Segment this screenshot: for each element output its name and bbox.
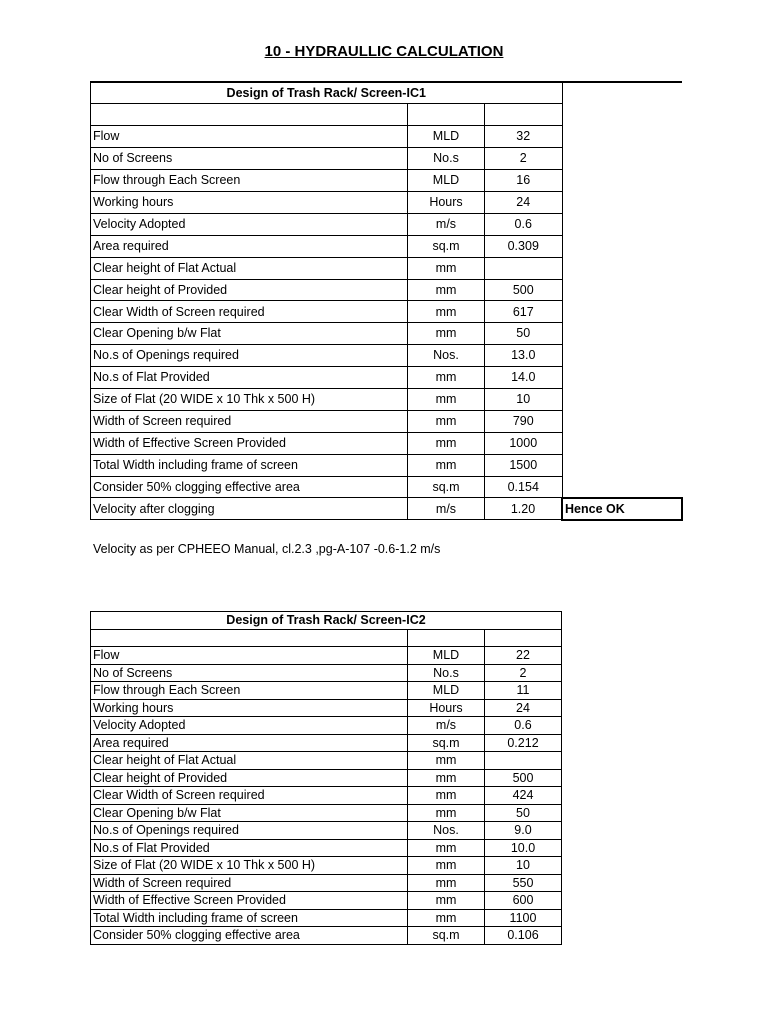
- parameter-cell: Flow: [91, 647, 408, 665]
- trash-rack-table-ic2: [90, 611, 562, 945]
- table-header: Design of Trash Rack/ Screen-IC1: [91, 82, 563, 104]
- table-row: [91, 454, 683, 476]
- unit-cell: mm: [408, 892, 485, 910]
- value-cell: 32: [485, 126, 563, 148]
- unit-cell: mm: [408, 454, 485, 476]
- parameter-cell: Working hours: [91, 699, 408, 717]
- unit-cell: mm: [408, 769, 485, 787]
- parameter-cell: Clear Opening b/w Flat: [91, 804, 408, 822]
- unit-cell: mm: [408, 432, 485, 454]
- value-cell: 1500: [485, 454, 563, 476]
- value-cell: 0.106: [485, 927, 562, 945]
- unit-cell: MLD: [408, 682, 485, 700]
- value-cell: 24: [485, 699, 562, 717]
- parameter-cell: Total Width including frame of screen: [91, 454, 408, 476]
- value-cell: 11: [485, 682, 562, 700]
- parameter-cell: Size of Flat (20 WIDE x 10 Thk x 500 H): [91, 388, 408, 410]
- unit-cell: sq.m: [408, 476, 485, 498]
- parameter-cell: No.s of Flat Provided: [91, 367, 408, 389]
- value-cell: 500: [485, 769, 562, 787]
- status-note-cell: Hence OK: [562, 498, 682, 520]
- unit-cell: sq.m: [408, 927, 485, 945]
- table-row: [91, 664, 562, 682]
- parameter-cell: Area required: [91, 235, 408, 257]
- unit-cell: No.s: [408, 148, 485, 170]
- unit-cell: mm: [408, 804, 485, 822]
- table-blank-row: [91, 629, 562, 647]
- value-cell: 10: [485, 857, 562, 875]
- parameter-cell: No.s of Openings required: [91, 345, 408, 367]
- parameter-cell: No.s of Flat Provided: [91, 839, 408, 857]
- table-row: [91, 257, 683, 279]
- unit-cell: mm: [408, 301, 485, 323]
- value-cell: 0.309: [485, 235, 563, 257]
- unit-cell: mm: [408, 787, 485, 805]
- value-cell: [485, 257, 563, 279]
- value-cell: 617: [485, 301, 563, 323]
- value-cell: 16: [485, 170, 563, 192]
- value-cell: 424: [485, 787, 562, 805]
- parameter-cell: Consider 50% clogging effective area: [91, 927, 408, 945]
- table-header-row: [91, 82, 683, 104]
- parameter-cell: Size of Flat (20 WIDE x 10 Thk x 500 H): [91, 857, 408, 875]
- unit-cell: mm: [408, 388, 485, 410]
- table-row: [91, 279, 683, 301]
- parameter-cell: Consider 50% clogging effective area: [91, 476, 408, 498]
- parameter-cell: Velocity Adopted: [91, 213, 408, 235]
- parameter-cell: Clear height of Flat Actual: [91, 752, 408, 770]
- parameter-cell: Velocity Adopted: [91, 717, 408, 735]
- unit-cell: sq.m: [408, 734, 485, 752]
- unit-cell: Nos.: [408, 822, 485, 840]
- value-cell: 10: [485, 388, 563, 410]
- table-row: [91, 323, 683, 345]
- value-cell: 22: [485, 647, 562, 665]
- value-cell: 500: [485, 279, 563, 301]
- table-row: [91, 213, 683, 235]
- table-row: [91, 699, 562, 717]
- value-cell: 50: [485, 323, 563, 345]
- parameter-cell: Width of Screen required: [91, 410, 408, 432]
- table-row: [91, 927, 562, 945]
- table-row: [91, 345, 683, 367]
- value-cell: 9.0: [485, 822, 562, 840]
- unit-cell: mm: [408, 323, 485, 345]
- parameter-cell: Clear Opening b/w Flat: [91, 323, 408, 345]
- table-row: [91, 235, 683, 257]
- unit-cell: mm: [408, 257, 485, 279]
- value-cell: 2: [485, 148, 563, 170]
- unit-cell: m/s: [408, 498, 485, 520]
- table-row: [91, 367, 683, 389]
- parameter-cell: Width of Effective Screen Provided: [91, 892, 408, 910]
- parameter-cell: Velocity after clogging: [91, 498, 408, 520]
- table-row: [91, 476, 683, 498]
- unit-cell: MLD: [408, 126, 485, 148]
- value-cell: 790: [485, 410, 563, 432]
- parameter-cell: Clear height of Provided: [91, 279, 408, 301]
- value-cell: 1000: [485, 432, 563, 454]
- unit-cell: mm: [408, 909, 485, 927]
- unit-cell: mm: [408, 857, 485, 875]
- unit-cell: No.s: [408, 664, 485, 682]
- value-cell: 1.20: [485, 498, 563, 520]
- unit-cell: m/s: [408, 213, 485, 235]
- table-row: [91, 717, 562, 735]
- table-header: Design of Trash Rack/ Screen-IC2: [91, 612, 562, 630]
- table-row: [91, 682, 562, 700]
- value-cell: 0.212: [485, 734, 562, 752]
- value-cell: 50: [485, 804, 562, 822]
- value-cell: 550: [485, 874, 562, 892]
- table-row: [91, 126, 683, 148]
- unit-cell: Hours: [408, 191, 485, 213]
- unit-cell: mm: [408, 874, 485, 892]
- table-row: [91, 432, 683, 454]
- parameter-cell: Flow through Each Screen: [91, 170, 408, 192]
- parameter-cell: Clear height of Provided: [91, 769, 408, 787]
- value-cell: 1100: [485, 909, 562, 927]
- value-cell: 10.0: [485, 839, 562, 857]
- parameter-cell: No.s of Openings required: [91, 822, 408, 840]
- value-cell: 0.6: [485, 717, 562, 735]
- table-row: [91, 148, 683, 170]
- unit-cell: Nos.: [408, 345, 485, 367]
- unit-cell: Hours: [408, 699, 485, 717]
- unit-cell: mm: [408, 410, 485, 432]
- parameter-cell: Area required: [91, 734, 408, 752]
- parameter-cell: Clear Width of Screen required: [91, 301, 408, 323]
- parameter-cell: Clear Width of Screen required: [91, 787, 408, 805]
- value-cell: 0.154: [485, 476, 563, 498]
- value-cell: 600: [485, 892, 562, 910]
- table-row: [91, 892, 562, 910]
- table-row: [91, 857, 562, 875]
- table-row: [91, 191, 683, 213]
- table-row: [91, 769, 562, 787]
- table-row: [91, 170, 683, 192]
- value-cell: 13.0: [485, 345, 563, 367]
- table-row: [91, 874, 562, 892]
- document-title: 10 - HYDRAULLIC CALCULATION: [264, 43, 504, 60]
- unit-cell: mm: [408, 752, 485, 770]
- table-row: [91, 909, 562, 927]
- table-row: [91, 804, 562, 822]
- table-row: [91, 410, 683, 432]
- value-cell: [485, 752, 562, 770]
- table-row: [91, 647, 562, 665]
- trash-rack-table-ic1: [90, 81, 683, 521]
- parameter-cell: Total Width including frame of screen: [91, 909, 408, 927]
- table-row: [91, 301, 683, 323]
- parameter-cell: No of Screens: [91, 148, 408, 170]
- table-header-row: [91, 612, 562, 630]
- velocity-reference-note: Velocity as per CPHEEO Manual, cl.2.3 ,pg-A-107 -0.6-1.2 m/s: [93, 542, 441, 556]
- value-cell: 0.6: [485, 213, 563, 235]
- table-row: [91, 734, 562, 752]
- unit-cell: m/s: [408, 717, 485, 735]
- value-cell: 2: [485, 664, 562, 682]
- value-cell: 24: [485, 191, 563, 213]
- parameter-cell: Flow: [91, 126, 408, 148]
- parameter-cell: Working hours: [91, 191, 408, 213]
- unit-cell: sq.m: [408, 235, 485, 257]
- table-row: [91, 787, 562, 805]
- parameter-cell: Width of Screen required: [91, 874, 408, 892]
- table-row: [91, 752, 562, 770]
- unit-cell: mm: [408, 367, 485, 389]
- table-row: [91, 388, 683, 410]
- table-blank-row: [91, 104, 683, 126]
- parameter-cell: No of Screens: [91, 664, 408, 682]
- parameter-cell: Clear height of Flat Actual: [91, 257, 408, 279]
- unit-cell: mm: [408, 279, 485, 301]
- unit-cell: MLD: [408, 170, 485, 192]
- parameter-cell: Width of Effective Screen Provided: [91, 432, 408, 454]
- table-row: [91, 839, 562, 857]
- value-cell: 14.0: [485, 367, 563, 389]
- table-row: [91, 498, 683, 520]
- unit-cell: MLD: [408, 647, 485, 665]
- unit-cell: mm: [408, 839, 485, 857]
- table-row: [91, 822, 562, 840]
- parameter-cell: Flow through Each Screen: [91, 682, 408, 700]
